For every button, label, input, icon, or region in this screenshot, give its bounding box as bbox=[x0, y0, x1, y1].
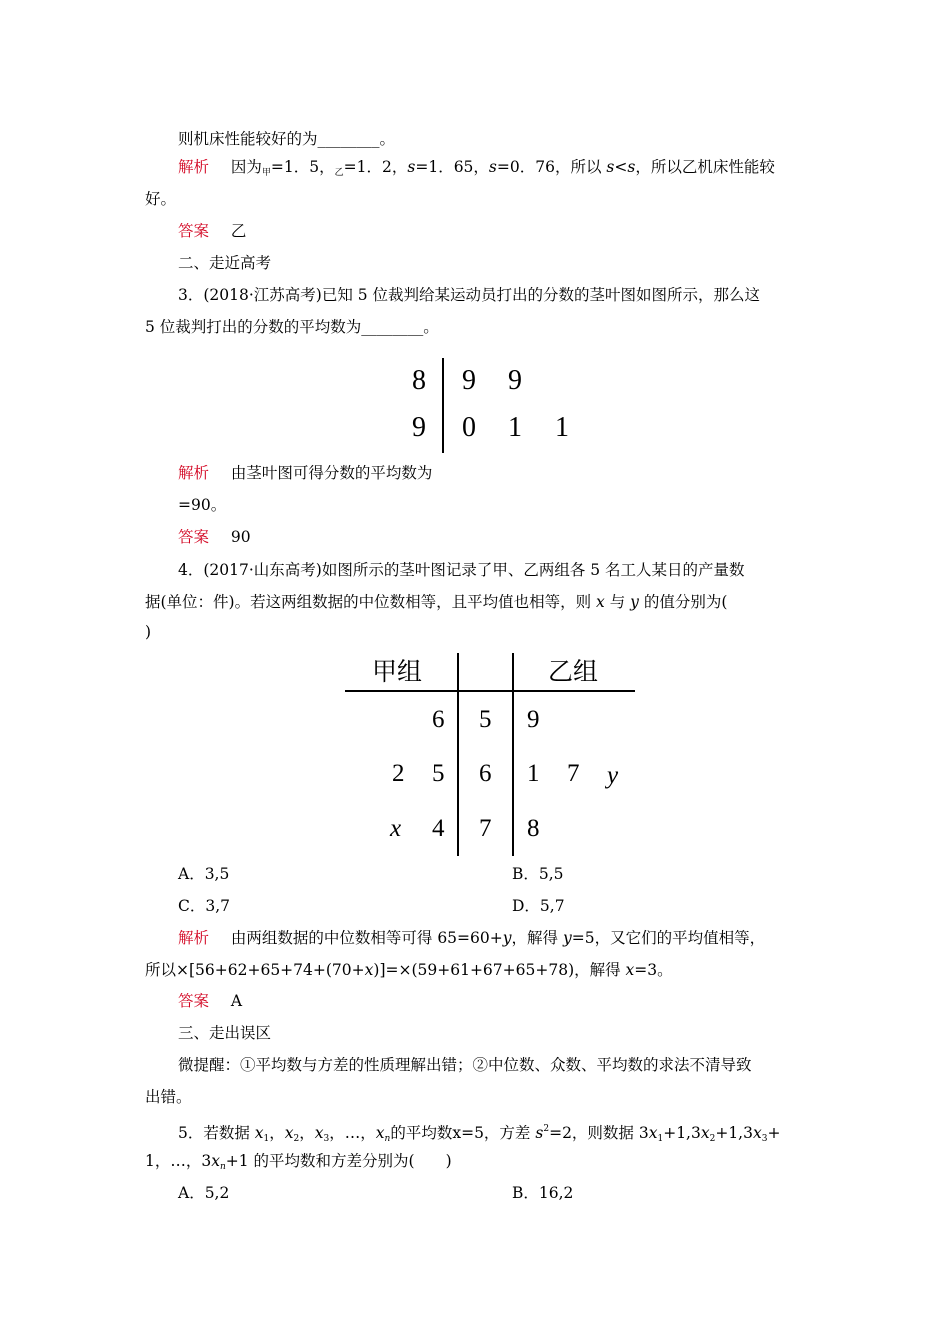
q3-answer bbox=[178, 527, 251, 547]
q4-right-leaf: 7 bbox=[567, 760, 580, 787]
q3-answer-value: 90 bbox=[230, 528, 251, 546]
q4-left-leaf-x: x bbox=[390, 815, 402, 842]
q4-left-leaf: 5 bbox=[432, 760, 445, 787]
q3-text-line1: 3．(2018·江苏高考)已知 5 位裁判给某运动员打出的分数的茎叶图如图所示，那么这 bbox=[178, 286, 761, 304]
q3-answer-label: 答案 bbox=[178, 528, 210, 546]
q4-text-line2: 据(单位：件)。若这两组数据的中位数相等，且平均值也相等，则 x 与 y 的值分别为( bbox=[145, 593, 728, 611]
q4-option-c: C．3,7 bbox=[178, 897, 231, 915]
section3-heading: 三、走出误区 bbox=[178, 1024, 272, 1042]
q4-option-d: D．5,7 bbox=[512, 897, 565, 915]
q4-analysis-line1: 解析 由两组数据的中位数相等可得 65=60+y，解得 y=5，又它们的平均值相等， bbox=[178, 929, 766, 947]
q4-header-left: 甲组 bbox=[372, 657, 423, 686]
q5-text-line2: 1，…，$3x_n+1$ 的平均数和方差分别为( ) bbox=[145, 1152, 452, 1172]
q2-analysis-label: 解析 bbox=[178, 158, 210, 176]
q4-analysis-line2: 所以×[56+62+65+74+(70+x)]=×(59+61+67+65+78)，解得 x=3。 bbox=[145, 961, 673, 979]
q5-option-b: B．16,2 bbox=[512, 1184, 574, 1202]
q3-analysis-result: =90。 bbox=[178, 496, 227, 514]
q4-right-leaf: 9 bbox=[527, 706, 540, 733]
q3-leaf: 1 bbox=[555, 412, 569, 443]
q4-text-line1: 4．(2017·山东高考)如图所示的茎叶图记录了甲、乙两组各 5 名工人某日的产量数 bbox=[178, 561, 745, 579]
q4-option-b: B．5,5 bbox=[512, 865, 564, 883]
q4-text-line3: ) bbox=[145, 623, 152, 641]
q5-option-a: A．5,2 bbox=[178, 1184, 230, 1202]
q4-stem: 7 bbox=[479, 815, 492, 842]
q2-answer bbox=[178, 221, 246, 241]
section2-heading: 二、走近高考 bbox=[178, 254, 272, 272]
q4-header-right: 乙组 bbox=[548, 657, 599, 686]
q4-right-leaf: 8 bbox=[527, 815, 540, 842]
q4-header-rule bbox=[345, 690, 635, 692]
q3-analysis: 解析 由茎叶图可得分数的平均数为 bbox=[178, 464, 433, 482]
q4-left-leaf: 4 bbox=[432, 815, 445, 842]
q3-stem-divider bbox=[442, 358, 444, 453]
q4-answer-value: A bbox=[230, 992, 243, 1010]
q3-stem: 8 bbox=[412, 365, 426, 396]
q4-answer-label: 答案 bbox=[178, 992, 210, 1010]
q3-stem: 9 bbox=[412, 412, 426, 443]
q3-analysis-label: 解析 bbox=[178, 464, 210, 482]
q4-stem: 6 bbox=[479, 760, 492, 787]
q4-left-leaf: 2 bbox=[392, 760, 405, 787]
q2-analysis-line2: 好。 bbox=[145, 190, 177, 208]
q2-tail-text: 则机床性能较好的为________。 bbox=[178, 130, 396, 148]
q4-analysis-label: 解析 bbox=[178, 929, 210, 947]
q4-right-leaf: 1 bbox=[527, 760, 540, 787]
q4-stem: 5 bbox=[479, 706, 492, 733]
q4-right-divider bbox=[512, 653, 514, 856]
q4-option-a: A．3,5 bbox=[178, 865, 230, 883]
tip-line2: 出错。 bbox=[145, 1088, 192, 1106]
q3-leaf: 9 bbox=[462, 365, 476, 396]
q2-analysis-line1: 解析 因为$_甲$=1．5，$_乙$=1．2，s=1．65，s=0．76，所以 s<s，所以乙机床性能较 bbox=[178, 158, 775, 178]
q4-answer bbox=[178, 991, 242, 1011]
q3-text-line2: 5 位裁判打出的分数的平均数为________。 bbox=[145, 318, 439, 336]
tip-line1: 微提醒：①平均数与方差的性质理解出错；②中位数、众数、平均数的求法不清导致 bbox=[178, 1056, 752, 1074]
q3-leaf: 9 bbox=[508, 365, 522, 396]
q3-leaf: 0 bbox=[462, 412, 476, 443]
q4-right-leaf-y: y bbox=[607, 762, 619, 789]
q3-leaf: 1 bbox=[508, 412, 522, 443]
q2-answer-label: 答案 bbox=[178, 222, 210, 240]
q4-left-leaf: 6 bbox=[432, 706, 445, 733]
q4-left-divider bbox=[457, 653, 459, 856]
q5-text-line1: 5．若数据 $x_1$，$x_2$，$x_3$，…，$x_n$的平均数x=5，方差 $s^2=2$，则数据 $3x_1+1,3x_2+1,3x_3+$ bbox=[178, 1124, 781, 1144]
q2-answer-value: 乙 bbox=[230, 222, 247, 240]
